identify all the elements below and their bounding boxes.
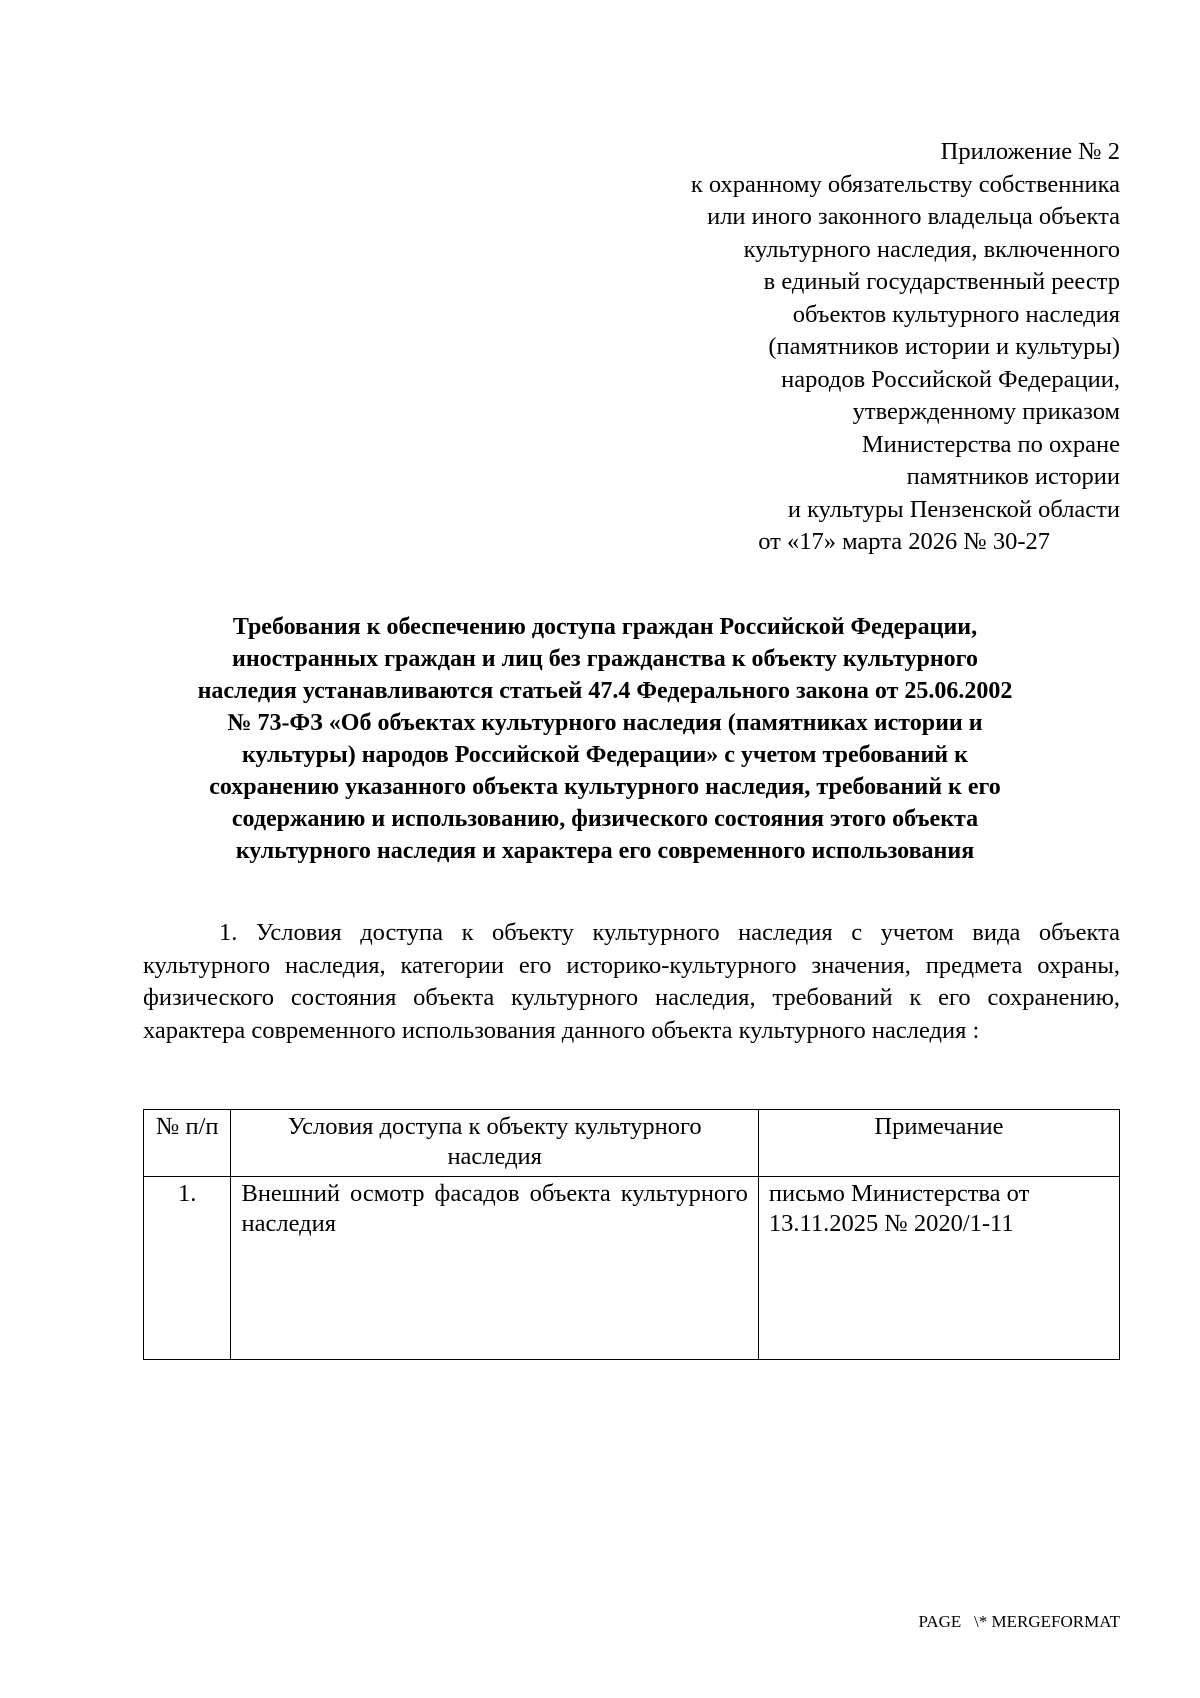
appendix-line: в единый государственный реестр [763,268,1120,295]
access-conditions-table [143,1109,1120,1360]
appendix-date-line: от «17» марта 2026 № 30-27 [758,528,1050,555]
appendix-line: культурного наследия, включенного [743,235,1120,263]
appendix-line: объектов культурного наследия [792,300,1120,328]
title-line: Требования к обеспечению доступа граждан Российской Федерации, [232,614,978,640]
title-line: культурного наследия и характера его современного использования [235,838,975,864]
table-header-row [144,1110,1120,1177]
title-line: содержанию и использованию, физического состояния этого объекта [231,806,979,832]
appendix-line: Приложение № 2 [940,138,1120,165]
appendix-line: и культуры Пензенской области [787,495,1120,523]
appendix-line: или иного законного владельца объекта [707,203,1120,230]
table-row [144,1177,1120,1360]
header-conditions: Условия доступа к объекту культурного наследия [231,1110,758,1177]
appendix-line: Министерства по охране [861,430,1120,458]
appendix-header [560,136,1120,559]
row-number: 1. [144,1177,231,1360]
appendix-line: памятников истории [906,463,1120,490]
appendix-line: утвержденному приказом [852,398,1120,425]
document-title [135,611,1075,867]
title-line: № 73-ФЗ «Об объектах культурного наследия (памятниках истории и [227,710,983,736]
page-footer-field: PAGE \* MERGEFORMAT [918,1612,1120,1631]
row-condition: Внешний осмотр фасадов объекта культурного наследия [231,1177,758,1360]
appendix-line: народов Российской Федерации, [781,365,1120,393]
title-line: наследия устанавливаются статьей 47.4 Федерального закона от 25.06.2002 [197,678,1013,704]
title-line: сохранению указанного объекта культурного наследия, требований к его [209,774,1001,800]
title-line: иностранных граждан и лиц без гражданства к объекту культурного [232,646,978,672]
row-note: письмо Министерства от 13.11.2025 № 2020/1-11 [758,1177,1119,1360]
header-note: Примечание [758,1110,1119,1177]
appendix-line: (памятников истории и культуры) [768,333,1120,360]
appendix-line: к охранному обязательству собственника [690,170,1120,198]
conditions-paragraph: 1. Условия доступа к объекту культурного наследия с учетом вида объекта культурного наследия, категории его историко-культурного значения, предмета охраны, физического состояния объекта культурного наследия, требований к его сохранению, характера современного использования данного объекта культурного наследия : [143,919,1120,1044]
title-line: культуры) народов Российской Федерации» с учетом требований к [242,742,968,768]
header-number: № п/п [144,1110,231,1177]
